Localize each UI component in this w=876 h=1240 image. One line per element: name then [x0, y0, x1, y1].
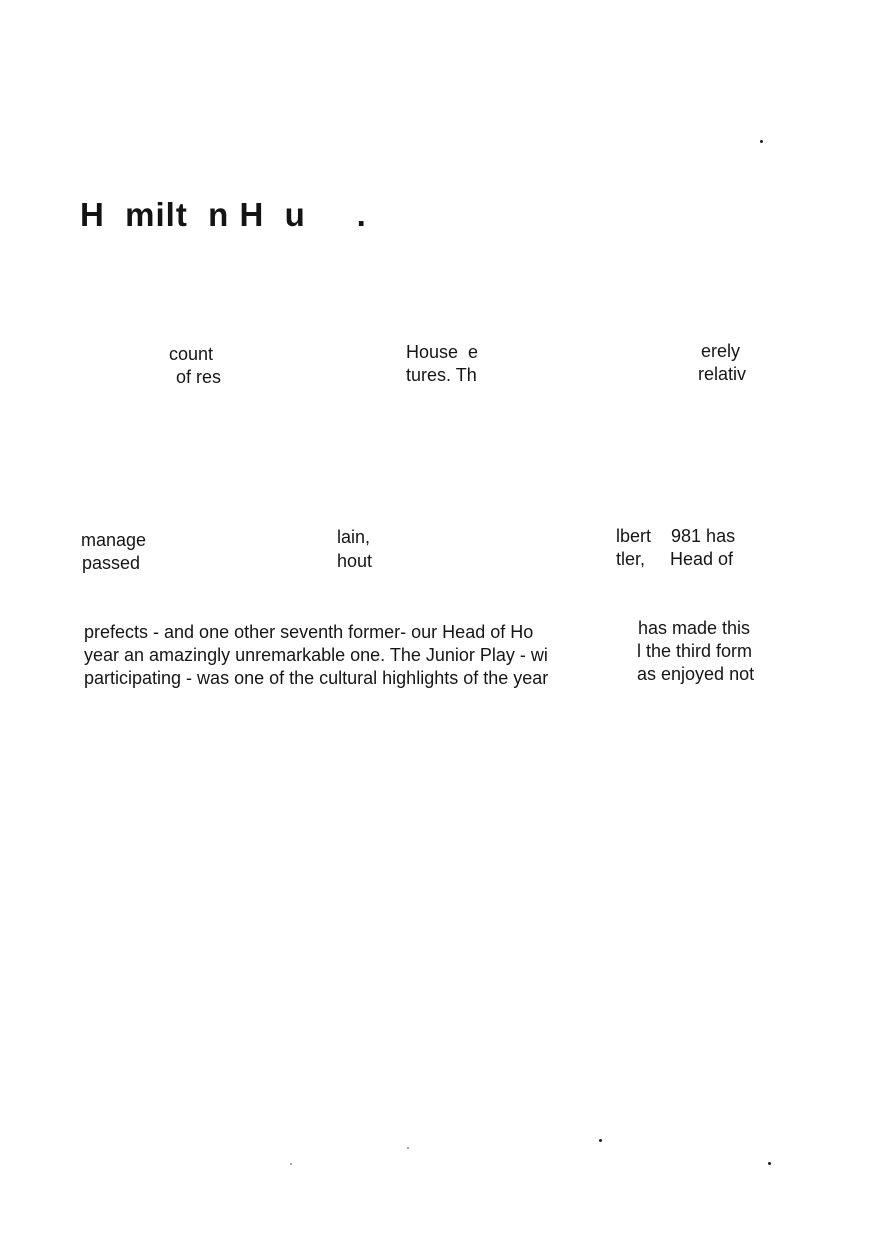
text-fragment: erely: [701, 341, 741, 361]
scan-speck: [407, 1147, 409, 1149]
text-fragment: House e: [406, 342, 479, 362]
scan-speck: [760, 140, 763, 143]
text-fragment: lbert 981 has: [616, 526, 736, 546]
scan-speck: [599, 1139, 602, 1142]
text-fragment: relativ: [698, 364, 747, 384]
text-fragment: manage: [81, 530, 147, 550]
text-fragment: l the third form: [637, 641, 753, 661]
scan-speck: [290, 1163, 292, 1165]
text-fragment: passed: [82, 553, 141, 573]
text-fragment: tures. Th: [406, 365, 477, 385]
text-fragment: of res: [176, 367, 222, 387]
text-fragment: as enjoyed not: [637, 664, 755, 684]
text-fragment: count: [169, 344, 214, 364]
text-fragment: has made this: [638, 618, 751, 638]
text-fragment: tler, Head of: [616, 549, 734, 569]
text-fragment: participating - was one of the cultural highlights of the year: [84, 668, 549, 688]
text-fragment: hout: [337, 551, 373, 571]
page-title: H milt n H u .: [80, 196, 367, 233]
text-fragment: year an amazingly unremarkable one. The Junior Play - wi: [84, 645, 548, 665]
text-fragment: prefects - and one other seventh former- our Head of Ho: [84, 622, 534, 642]
text-fragment: lain,: [337, 527, 371, 547]
scan-speck: [768, 1162, 771, 1165]
